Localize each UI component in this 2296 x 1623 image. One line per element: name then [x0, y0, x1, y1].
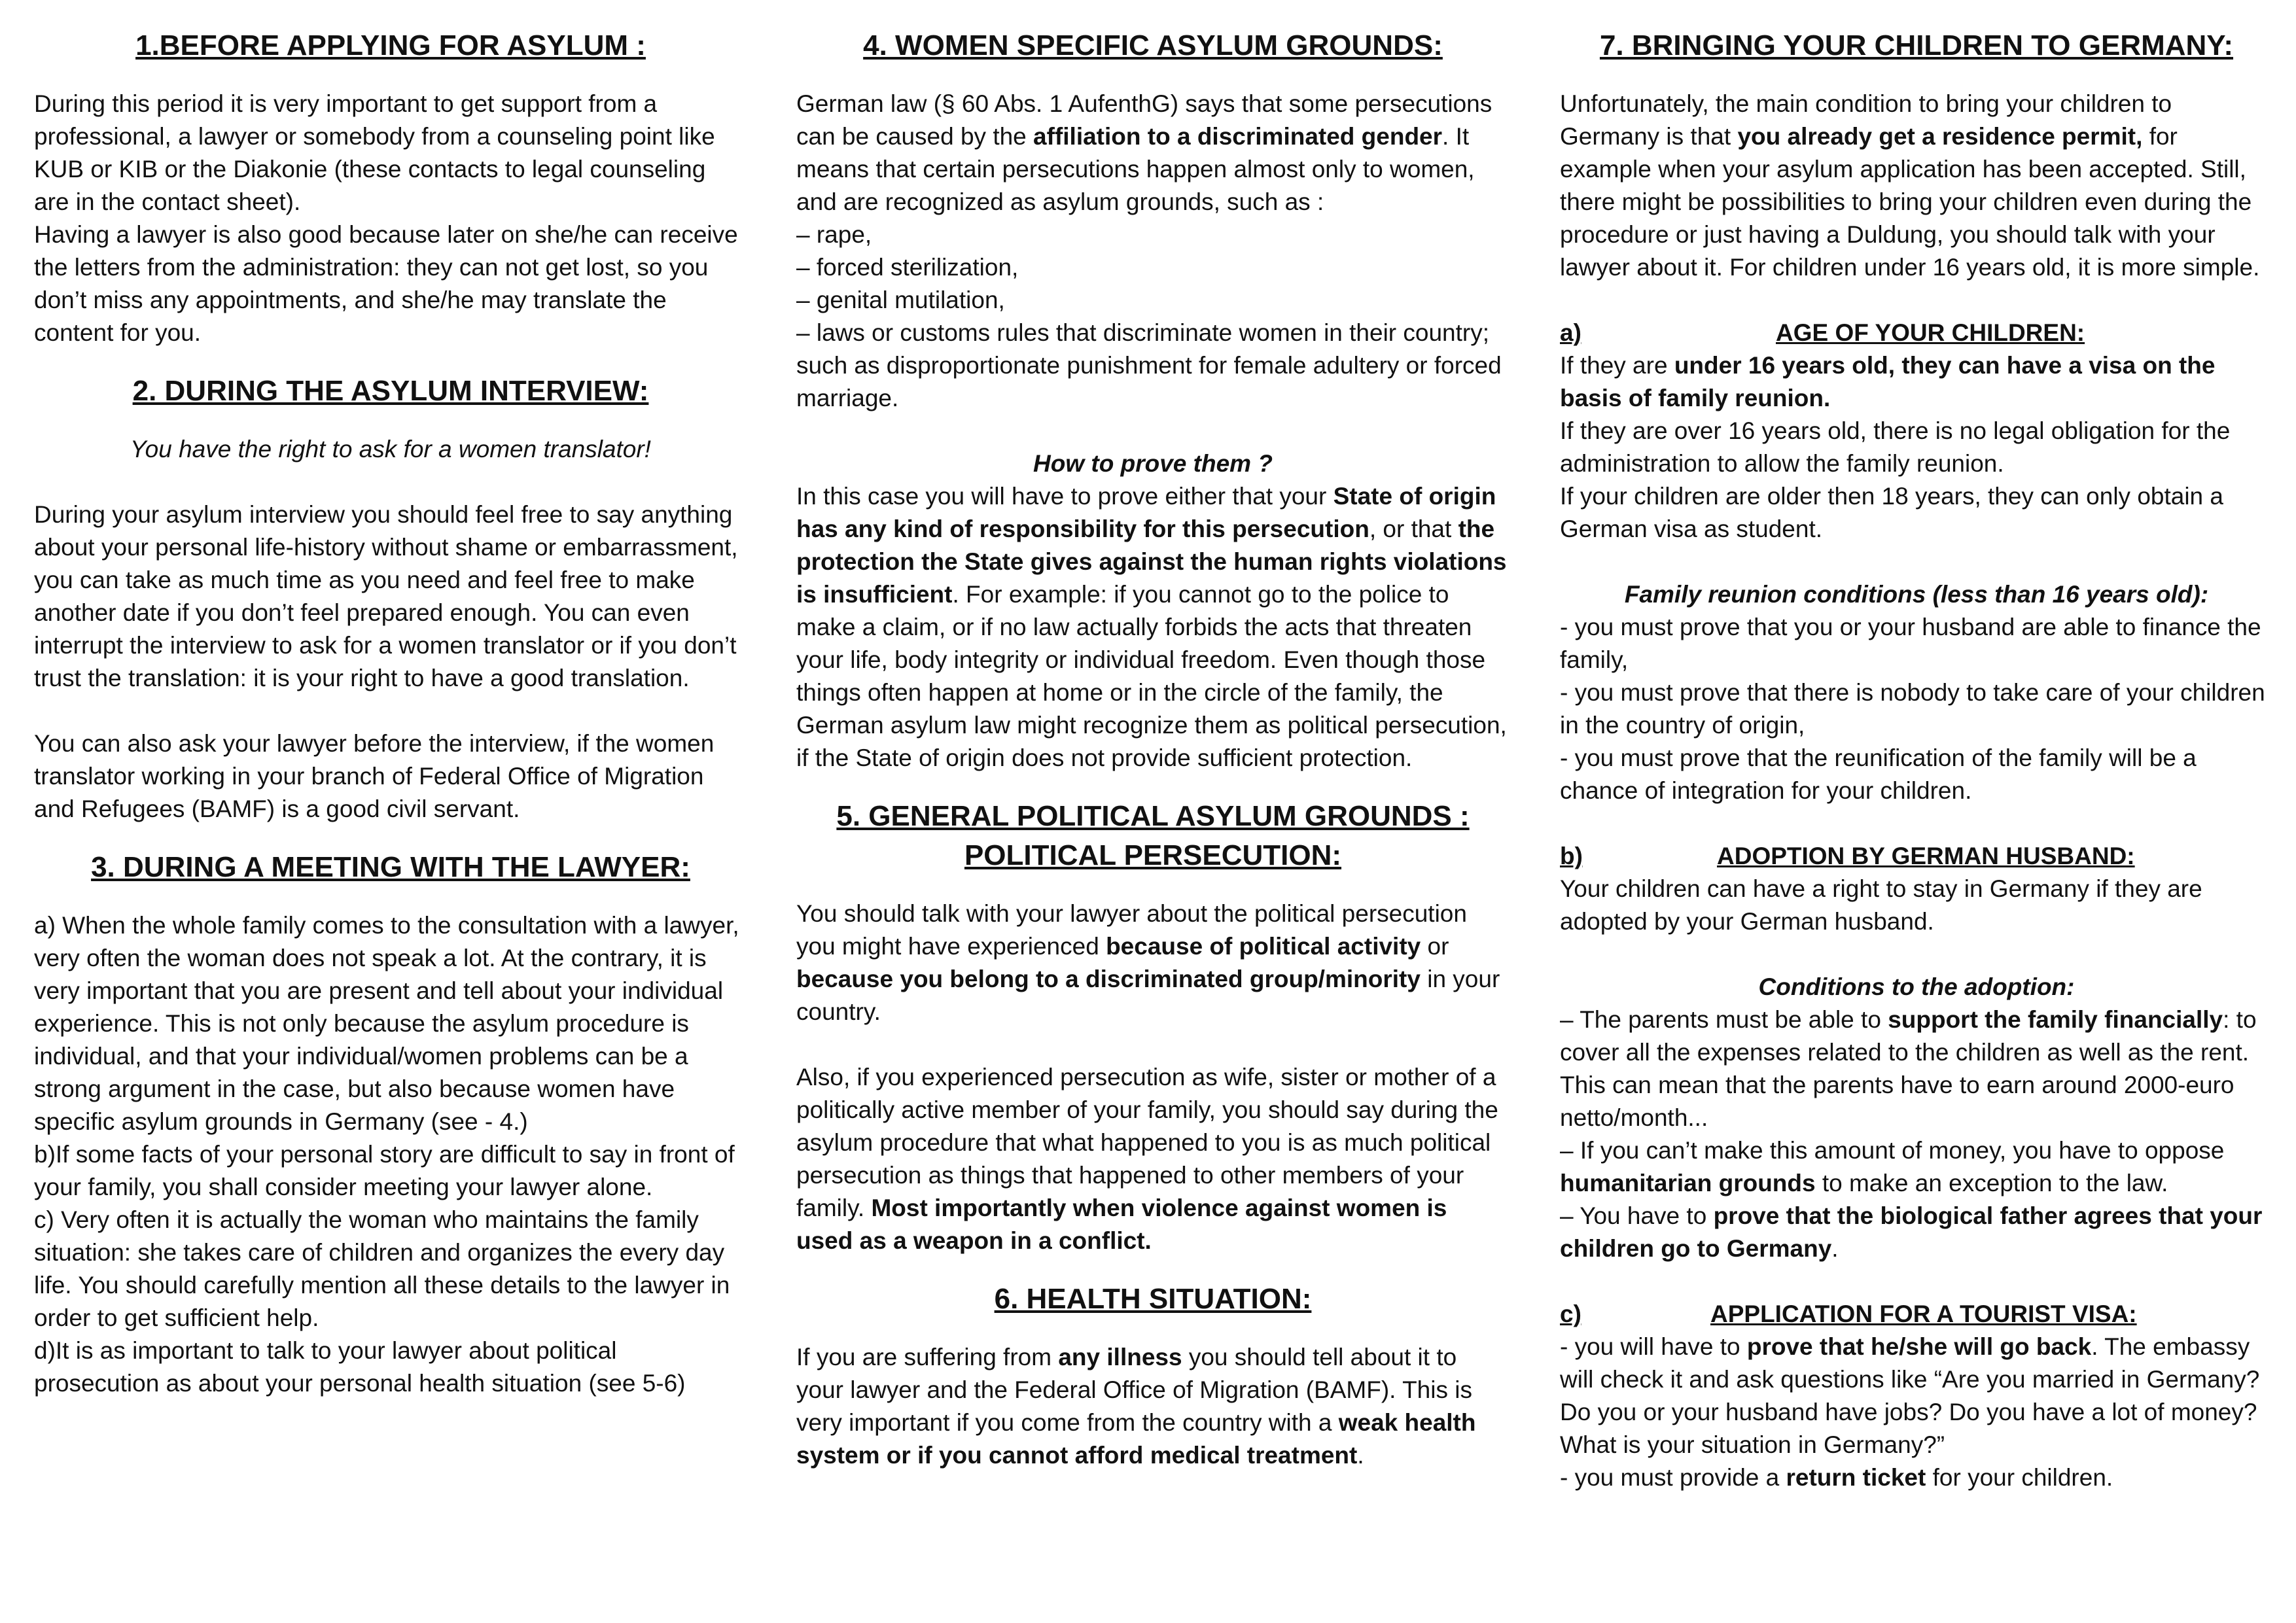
bold-run: weak health system or if you cannot afford medical treatment [796, 1409, 1476, 1469]
section-5-title-line-1: 5. GENERAL POLITICAL ASYLUM GROUNDS : [836, 800, 1470, 832]
section-6-paragraph-1 [796, 1341, 1510, 1472]
bold-run: humanitarian grounds [1560, 1170, 1816, 1196]
section-3-item-b: b)If some facts of your personal story are difficult to say in front of your family, you shall consider meeting your lawyer alone. [34, 1141, 735, 1200]
bold-run: you already get a residence permit, [1737, 123, 2143, 150]
text-run: . [1357, 1442, 1364, 1469]
section-2-note: You have the right to ask for a women translator! [130, 436, 651, 462]
text-run: . [1831, 1235, 1839, 1262]
text-run: or [1421, 933, 1449, 960]
section-3-item-a: a) When the whole family comes to the consultation with a lawyer, very often the woman does not speak a lot. At the contrary, it is very important that you are present and tell about your individual experience. This is not only because the asylum procedure is individual, and that your individual/women problems can be a strong argument in the case, but also because women have specific asylum grounds in Germany (see - 4.) [34, 912, 739, 1135]
section-3-item-d: d)It is as important to talk to your lawyer about political prosecution as about your personal health situation (see 5-6) [34, 1337, 686, 1397]
bold-run: State of origin has any kind of responsibility for this persecution [796, 483, 1496, 542]
bold-run: prove that he/she will go back [1746, 1333, 2092, 1360]
bold-run: any illness [1058, 1344, 1182, 1370]
subsection-a-paragraph-1 [1560, 349, 2273, 415]
subsection-b-heading [1560, 840, 2273, 873]
section-6-title: 6. HEALTH SITUATION: [994, 1283, 1312, 1315]
section-4-prove-title: How to prove them ? [1033, 450, 1273, 477]
text-run: German law (§ 60 Abs. 1 AufenthG) says that some persecutions can be caused by the [796, 90, 1492, 150]
adoption-condition-1 [1560, 1003, 2273, 1134]
subsection-title: APPLICATION FOR A TOURIST VISA: [1710, 1300, 2137, 1327]
text-run: You should talk with your lawyer about the political persecution you might have experienced [796, 900, 1467, 960]
subsection-letter: b) [1560, 843, 1583, 869]
section-7-title: 7. BRINGING YOUR CHILDREN TO GERMANY: [1599, 29, 2234, 61]
subsection-title: AGE OF YOUR CHILDREN: [1776, 319, 2085, 346]
family-reunion-title: Family reunion conditions (less than 16 years old): [1624, 581, 2209, 608]
text-run: to make an exception to the law. [1815, 1170, 2168, 1196]
section-1-paragraph-2: Having a lawyer is also good because later on she/he can receive the letters from the administration: they can not get lost, so you don’t miss any appointments, and she/he may translate the content for you. [34, 221, 738, 346]
section-4-paragraph-2 [796, 480, 1510, 775]
section-5-paragraph-2 [796, 1061, 1510, 1257]
bold-run: return ticket [1786, 1464, 1926, 1491]
section-4-paragraph-1 [796, 88, 1510, 218]
text-run: . The embassy will check it and ask questions like “Are you married in Germany? Do you or your husband have jobs? Do you have a lot of money? What is your situation in Germany?” [1560, 1333, 2260, 1458]
section-2-title: 2. DURING THE ASYLUM INTERVIEW: [132, 375, 649, 407]
section-5-paragraph-1 [796, 898, 1510, 1028]
column-2 [796, 26, 1510, 1472]
adoption-conditions-title: Conditions to the adoption: [1758, 973, 2075, 1000]
bold-run: support the family financially [1888, 1006, 2223, 1033]
section-2-paragraph-2: You can also ask your lawyer before the interview, if the women translator working in your branch of Federal Office of Migration and Refugees (BAMF) is a good civil servant. [34, 730, 715, 822]
bold-run: under 16 years old, they can have a visa on the basis of family reunion. [1560, 352, 2216, 411]
subsection-letter: a) [1560, 319, 1581, 346]
text-run: . For example: if you cannot go to the police to make a claim, or if no law actually forbids the acts that threaten your life, body integrity or individual freedom. Even though those things often happen at home or in the circle of the family, the German asylum law might recognize them as political persecution, if the State of origin does not provide sufficient protection. [796, 581, 1507, 771]
adoption-condition-2 [1560, 1134, 2273, 1200]
section-1-paragraph-1: During this period it is very important to get support from a professional, a lawyer or somebody from a counseling point like KUB or KIB or the Diakonie (these contacts to legal counseling are in the contact sheet). [34, 90, 715, 215]
section-3-item-c: c) Very often it is actually the woman who maintains the family situation: she takes care of children and organizes the every day life. You should carefully mention all these details to the lawyer in order to get sufficient help. [34, 1206, 730, 1331]
bold-run: the protection the State gives against the human rights violations is insufficient [796, 515, 1507, 608]
text-run: . It means that certain persecutions happen almost only to women, and are recognized as asylum grounds, such as : [796, 123, 1475, 215]
section-4-list: – rape, – forced sterilization, – genital mutilation, – laws or customs rules that discriminate women in their country; such as disproportionate punishment for female adultery or forced marriage. [796, 221, 1502, 411]
section-2-paragraph-1: During your asylum interview you should feel free to say anything about your personal life-history without shame or embarrassment, you can take as much time as you need and feel free to make another date if you don’t feel prepared enough. You can even interrupt the interview to ask for a women translator or if you don’t trust the translation: it is your right to have a good translation. [34, 501, 738, 691]
bold-run: because you belong to a discriminated group/minority [796, 966, 1421, 992]
tourist-visa-item-2 [1560, 1461, 2273, 1494]
text-run: – If you can’t make this amount of money, you have to oppose [1560, 1137, 2225, 1164]
column-1 [34, 26, 747, 1400]
text-run: for example when your asylum application has been accepted. Still, there might be possibilities to bring your children even during the procedure or just having a Duldung, you should talk with your lawyer about it. For children under 16 years old, it is more simple. [1560, 123, 2260, 281]
text-run: Also, if you experienced persecution as wife, sister or mother of a politically active member of your family, you should say during the asylum procedure that what happened to you is as much political persecution as things that happened to other members of your family. [796, 1064, 1498, 1221]
text-run: you should tell about it to your lawyer and the Federal Office of Migration (BAMF). This is very important if you come from the country with a [796, 1344, 1472, 1436]
subsection-c-heading [1560, 1298, 2273, 1331]
text-run: - you must provide a [1560, 1464, 1786, 1491]
section-7-paragraph-1 [1560, 88, 2273, 284]
subsection-a-paragraph-3: If your children are older then 18 years, they can only obtain a German visa as student. [1560, 483, 2223, 542]
section-3-title: 3. DURING A MEETING WITH THE LAWYER: [91, 851, 690, 883]
text-run: for your children. [1926, 1464, 2113, 1491]
text-run: – The parents must be able to [1560, 1006, 1888, 1033]
text-run: , or that [1369, 515, 1458, 542]
text-run: Unfortunately, the main condition to bring your children to Germany is that [1560, 90, 2172, 150]
section-4-title: 4. WOMEN SPECIFIC ASYLUM GROUNDS: [863, 29, 1443, 61]
text-run: : to cover all the expenses related to the children as well as the rent. This can mean that the parents have to earn around 2000-euro netto/month... [1560, 1006, 2257, 1131]
bold-run: prove that the biological father agrees that your children go to Germany [1560, 1202, 2263, 1262]
family-reunion-list: - you must prove that you or your husband are able to finance the family, - you must prove that there is nobody to take care of your children in the country of origin, - you must prove that the reunification of the family will be a chance of integration for your children. [1560, 614, 2265, 804]
text-run: – You have to [1560, 1202, 1714, 1229]
section-5-title-line-2: POLITICAL PERSECUTION: [964, 839, 1342, 871]
section-1-title: 1.BEFORE APPLYING FOR ASYLUM : [135, 29, 646, 61]
bold-run: affiliation to a discriminated gender [1033, 123, 1443, 150]
subsection-a-paragraph-2: If they are over 16 years old, there is no legal obligation for the administration to allow the family reunion. [1560, 417, 2231, 477]
subsection-b-paragraph-1: Your children can have a right to stay in Germany if they are adopted by your German husband. [1560, 875, 2202, 935]
bold-run: because of political activity [1106, 933, 1421, 960]
text-run: in your country. [796, 966, 1500, 1025]
subsection-letter: c) [1560, 1300, 1581, 1327]
column-3 [1560, 26, 2273, 1494]
bold-run: Most importantly when violence against women is used as a weapon in a conflict. [796, 1195, 1447, 1254]
text-run: In this case you will have to prove either that your [796, 483, 1333, 510]
text-run: - you will have to [1560, 1333, 1747, 1360]
adoption-condition-3 [1560, 1200, 2273, 1265]
subsection-title: ADOPTION BY GERMAN HUSBAND: [1717, 843, 2135, 869]
subsection-a-heading [1560, 317, 2273, 349]
tourist-visa-item-1 [1560, 1331, 2273, 1461]
text-run: If you are suffering from [796, 1344, 1059, 1370]
text-run: If they are [1560, 352, 1674, 379]
